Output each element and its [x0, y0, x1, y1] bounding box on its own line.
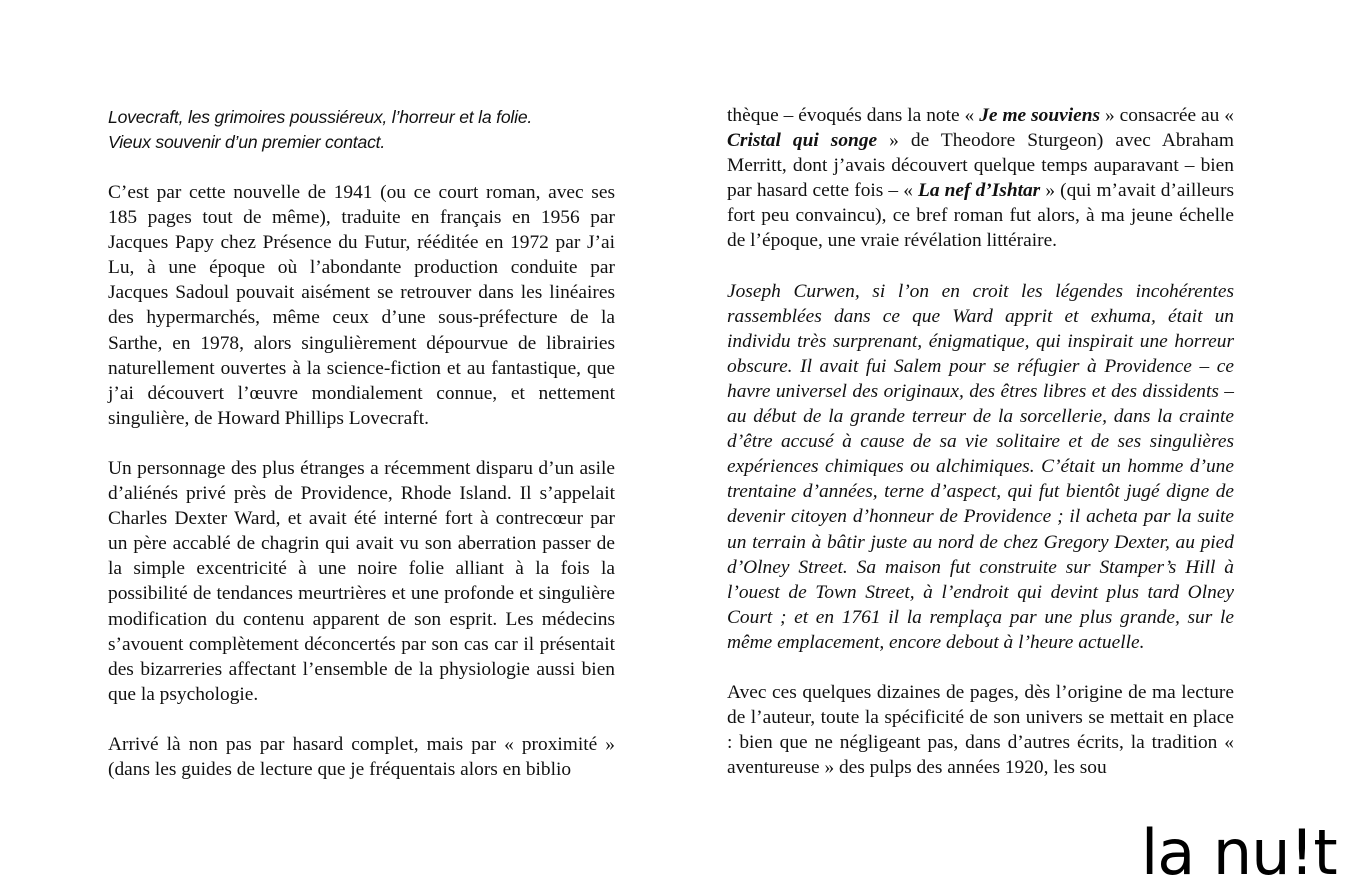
- lede-line-2: Vieux souvenir d’un premier contact.: [108, 132, 386, 152]
- paragraph-arrival: Arrivé là non pas par hasard complet, mais par « proximité » (dans les guides de lecture que je fréquentais alors en biblio: [108, 733, 615, 780]
- lede-line-1: Lovecraft, les grimoires poussiéreux, l’horreur et la folie.: [108, 107, 533, 127]
- paragraph-summary: Un personnage des plus étranges a récemment disparu d’un asile d’aliénés privé près de Providence, Rhode Island. Il s’appelait Charles Dexter Ward, et avait été interné fort à contrecœur par un père accablé de chagrin qui avait vu son aberration passer de la simple excentricité à une noire folie alliant à la fois la possibilité de tendances meurtrières et une profonde et singulière modification du contenu apparent de son esprit. Les médecins s’avouent complètement déconcertés par son cas car il présentait des bizarreries affectant l’ensemble de la physiologie aussi bien que la psychologie.: [108, 457, 615, 705]
- left-column: [108, 105, 615, 807]
- quote-block: Joseph Curwen, si l’on en croit les légendes incohérentes rassemblées dans ce que Ward apprit et exhuma, était un individu très surprenant, énigmatique, qui inspirait une horreur obscure. Il avait fui Salem pour se réfugier à Providence – ce havre universel des originaux, des êtres libres et des dissidents – au début de la grande terreur de la sorcellerie, dans la crainte d’être accusé à cause de sa vie solitaire et de ses singulières expériences chimiques ou alchimiques. C’était un homme d’une trentaine d’années, terne d’aspect, qui fut bientôt jugé digne de devenir citoyen d’honneur de Providence ; il acheta par la suite un terrain à bâtir juste au nord de chez Gregory Dexter, au pied d’Olney Street. Sa maison fut construite sur Stamper’s Hill à l’ouest de Town Street, à l’endroit qui devint plus tard Olney Court ; et en 1761 il la remplaça par une plus grande, sur le même emplacement, encore debout à l’heure actuelle.: [727, 280, 1234, 653]
- right-column: [727, 103, 1234, 805]
- brand-logo: la nu!t: [1141, 816, 1337, 889]
- paragraph-conclusion: Avec ces quelques dizaines de pages, dès l’origine de ma lecture de l’auteur, toute la spécificité de son univers se mettait en place : bien que ne négligeant pas, dans d’autres écrits, la tradition « aventureuse » des pulps des années 1920, les sou: [727, 681, 1234, 779]
- book-title-la-nef-dishtar: La nef d’Ishtar: [918, 180, 1041, 202]
- book-title-je-me-souviens: Je me souviens: [979, 105, 1101, 126]
- text-run: » (qui m’avait d’ailleurs fort peu convaincu), ce bref roman fut alors, à ma jeune échelle de l’époque, une vraie révélation littéraire.: [727, 180, 1234, 252]
- paragraph-continuation: [727, 103, 1234, 254]
- article-lede: [108, 105, 615, 155]
- text-run: » de Theodore Sturgeon) avec Abraham Merritt, dont j’avais découvert quelque temps auparavant – bien par hasard cette fois – «: [727, 130, 1234, 202]
- text-run: » consacrée au «: [1100, 105, 1234, 126]
- book-title-cristal-qui-songe: Cristal qui songe: [727, 130, 878, 152]
- text-run: thèque – évoqués dans la note «: [727, 105, 980, 126]
- paragraph-intro: C’est par cette nouvelle de 1941 (ou ce court roman, avec ses 185 pages tout de même), traduite en français en 1956 par Jacques Papy chez Présence du Futur, rééditée en 1972 par J’ai Lu, à une époque où l’abondante production conduite par Jacques Sadoul pouvait aisément se retrouver dans les linéaires des hypermarchés, même ceux d’une sous-préfecture de la Sarthe, en 1978, alors singulièrement dépourvue de librairies naturellement ouvertes à la science-fiction et au fantastique, que j’ai découvert l’œuvre mondialement connue, et nettement singulière, de Howard Phillips Lovecraft.: [108, 182, 615, 429]
